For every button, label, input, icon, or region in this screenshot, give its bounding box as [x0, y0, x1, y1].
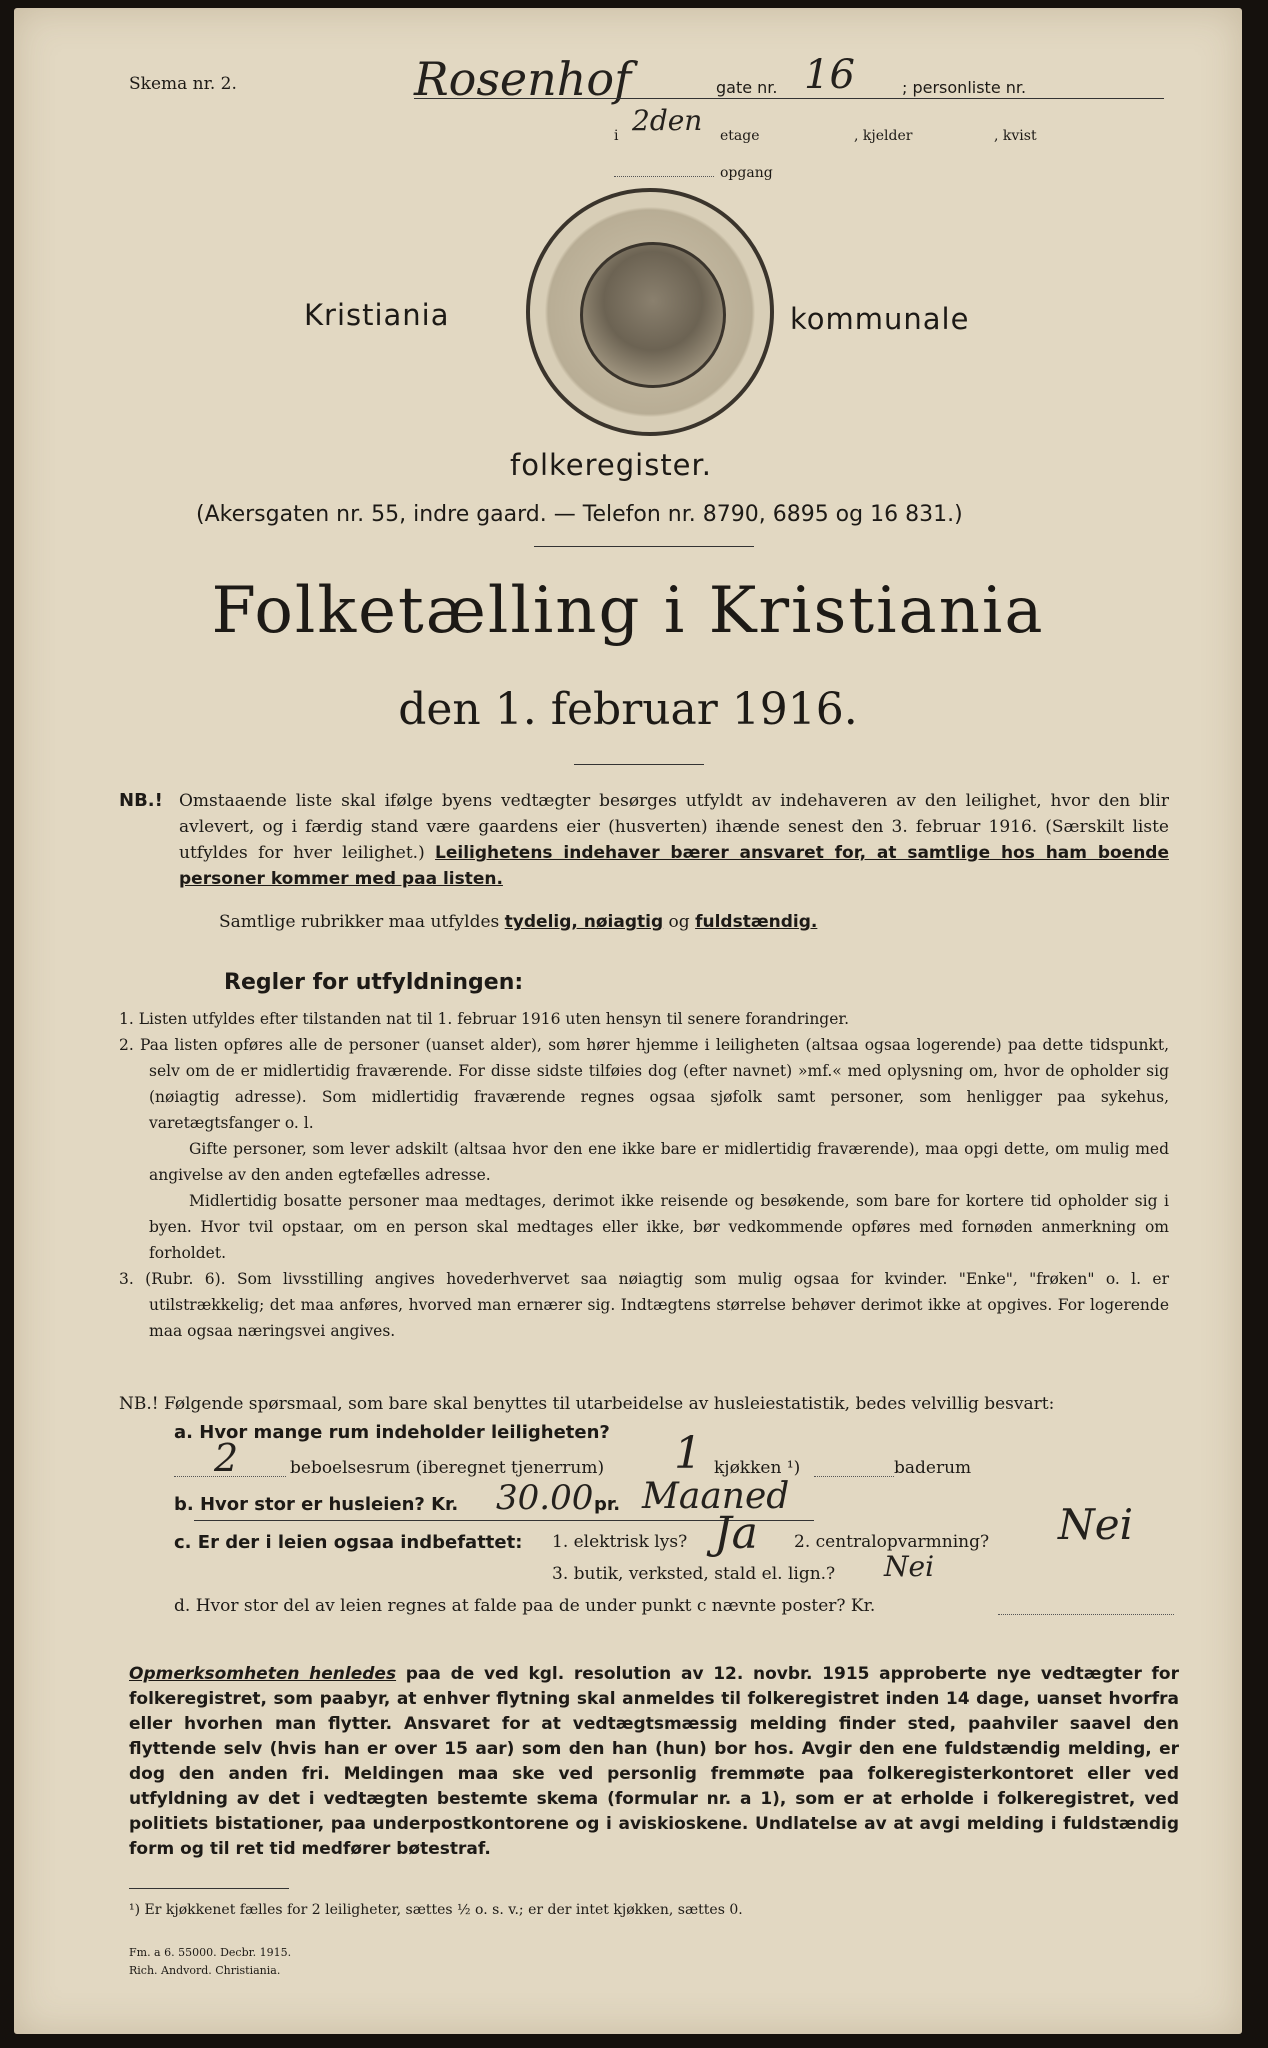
- question-c: c. Er der i leien ogsaa indbefattet:: [174, 1532, 523, 1553]
- printer-line-1: Fm. a 6. 55000. Decbr. 1915.: [129, 1946, 292, 1959]
- kjelder-label: , kjelder: [854, 128, 913, 144]
- question-b: b. Hvor stor er husleien? Kr.: [174, 1494, 459, 1515]
- c2-label: 2. centralopvarmning?: [794, 1532, 990, 1552]
- rooms-handwritten: 2: [214, 1436, 239, 1480]
- address-line: (Akersgaten nr. 55, indre gaard. — Telefon nr. 8790, 6895 og 16 831.): [196, 502, 963, 527]
- opgang-dots: [614, 176, 714, 177]
- rule-2c: Midlertidig bosatte personer maa medtages, derimot ikke reisende og besøkende, som bare for kortere tid opholder sig i byen. Hvor tvil opstaar, om en person skal medtages eller ikke, bør vedkommende opføres med fornøden anmerkning om forholdet.: [149, 1192, 1169, 1262]
- skema-number: Skema nr. 2.: [129, 74, 237, 94]
- nb1-line3b: tydelig, nøiagtig: [504, 912, 664, 932]
- header-underline: [414, 98, 1164, 99]
- notice-text: paa de ved kgl. resolution av 12. novbr. 1915 approberte nye vedtægter for folkeregistret, som paabyr, at enhver flytning skal anmeldes til folkeregistret inden 14 dage, uanset hvorfra eller hvorhen man flytter. Ansvaret for at vedtægtsmæssig melding finder sted, paahviler saavel den flyttende selv (hvis han er over 15 aar) som den han (hun) bor hos. Avgir den ene fuldstændig melding, er dog den anden fri. Meldingen maa ske ved personlig fremmøte paa folkeregisterkontoret eller ved utfyldning av det i vedtægten bestemte skema (formular nr. a 1), som er at erholde i folkeregistret, ved politiets bistationer, paa underpostkontorene og i aviskioskene. Undlatelse av at avgi melding i fuldstændig form og til ret tid medfører bøtestraf.: [129, 1664, 1179, 1859]
- c2-handwritten: Nei: [1058, 1500, 1134, 1549]
- kristiania-word: Kristiania: [304, 298, 450, 332]
- pr-label: pr.: [594, 1494, 621, 1515]
- rooms-dots: [174, 1476, 286, 1477]
- personliste-label: ; personliste nr.: [902, 78, 1027, 97]
- rule-2b: Gifte personer, som lever adskilt (altsaa hvor den ene ikke bare er midlertidig fraværende), maa opgi dette, om mulig med angivelse av den anden egtefælles adresse.: [149, 1140, 1169, 1184]
- gate-label: gate nr.: [716, 78, 778, 97]
- question-d: d. Hvor stor del av leien regnes at falde paa de under punkt c nævnte poster? Kr.: [174, 1596, 876, 1616]
- main-title: Folketælling i Kristiania: [211, 574, 1045, 648]
- divider-2: [574, 764, 704, 765]
- rules-heading: Regler for utfyldningen:: [224, 970, 524, 995]
- nb-label-1: NB.!: [119, 790, 163, 811]
- footnote: ¹) Er kjøkkenet fælles for 2 leiligheter, sættes ½ o. s. v.; er der intet kjøkken, sættes 0.: [129, 1902, 743, 1918]
- footnote-rule: [129, 1888, 289, 1889]
- nb1-line3d: fuldstændig.: [695, 912, 818, 932]
- census-form-page: [14, 8, 1242, 2034]
- floor-handwritten: 2den: [632, 104, 703, 137]
- nb1-line3c: og: [668, 912, 690, 932]
- c1-label: 1. elektrisk lys?: [552, 1532, 688, 1552]
- rent-handwritten: 30.00: [496, 1478, 594, 1518]
- nb1-bold-responsibility: Leilighetens indehaver bærer ansvaret for, at samtlige hos ham boende personer kommer med paa listen.: [179, 843, 1169, 889]
- gate-number-handwritten: 16: [804, 52, 855, 98]
- rules-list: [119, 1006, 1169, 1344]
- city-seal: [526, 188, 774, 436]
- rule-2a: 2. Paa listen opføres alle de personer (uanset alder), som hører hjemme i leiligheten (altsaa ogsaa logerende) paa dette tidspunkt, selv om de er midlertidig fraværende. For disse sidste tilføies dog (efter navnet) »mf.« med oplysning om, hvor de opholder sig (nøiagtig adresse). Som midlertidig fraværende regnes ogsaa sjøfolk samt personer, som henligger paa sykehus, varetægtsfanger o. l.: [119, 1036, 1169, 1132]
- bath-dots: [814, 1476, 894, 1477]
- nb-paragraph-1: [179, 788, 1169, 892]
- opgang-label: opgang: [720, 165, 773, 181]
- nb2-intro: NB.! Følgende spørsmaal, som bare skal benyttes til utarbeidelse av husleiestatistik, bedes velvillig besvart:: [119, 1394, 1055, 1414]
- kitchen-handwritten: 1: [674, 1428, 702, 1479]
- notice-paragraph: [129, 1662, 1179, 1862]
- seal-emblem-icon: [580, 242, 726, 388]
- i-label: i: [614, 128, 619, 144]
- kjokken-label: kjøkken ¹): [714, 1458, 801, 1478]
- subtitle-date: den 1. februar 1916.: [398, 684, 858, 735]
- rule-3: 3. (Rubr. 6). Som livsstilling angives hovederhvervet saa nøiagtig som mulig ogsaa for kvinder. "Enke", "frøken" o. l. er utilstrækkelig; det maa anføres, hvorved man ernærer sig. Indtægtens størrelse behøver derimot ikke at opgives. For logerende maa ogsaa næringsvei angives.: [119, 1270, 1169, 1340]
- period-handwritten: Maaned: [642, 1476, 790, 1517]
- printer-line-2: Rich. Andvord. Christiania.: [129, 1964, 281, 1977]
- etage-label: etage: [720, 128, 760, 144]
- street-handwritten: Rosenhof: [414, 52, 632, 106]
- kvist-label: , kvist: [994, 128, 1037, 144]
- beboelse-label: beboelsesrum (iberegnet tjenerrum): [290, 1458, 605, 1478]
- divider-1: [534, 546, 754, 547]
- nb1-line3: [219, 912, 817, 932]
- notice-lead: Opmerksomheten henledes: [129, 1664, 397, 1684]
- baderum-label: baderum: [894, 1458, 972, 1478]
- c3-handwritten: Nei: [884, 1550, 935, 1583]
- c1-handwritten: Ja: [714, 1508, 758, 1559]
- kommunale-word: kommunale: [790, 302, 970, 336]
- c3-label: 3. butik, verksted, stald el. lign.?: [552, 1564, 836, 1584]
- nb1-line3a: Samtlige rubrikker maa utfyldes: [219, 912, 500, 932]
- d-dots: [998, 1614, 1174, 1615]
- question-a: a. Hvor mange rum indeholder leiligheten?: [174, 1422, 610, 1443]
- rule-1: 1. Listen utfyldes efter tilstanden nat til 1. februar 1916 uten hensyn til senere forandringer.: [119, 1010, 850, 1028]
- folkeregister-word: folkeregister.: [510, 448, 713, 482]
- nb1-text: Omstaaende liste skal ifølge byens vedtægter besørges utfyldt av indehaveren av den leilighet, hvor den blir avlevert, og i færdig stand være gaardens eier (husverten) ihænde senest den 3. februar 1916. (Særskilt liste utfyldes for hver leilighet.): [179, 791, 1169, 863]
